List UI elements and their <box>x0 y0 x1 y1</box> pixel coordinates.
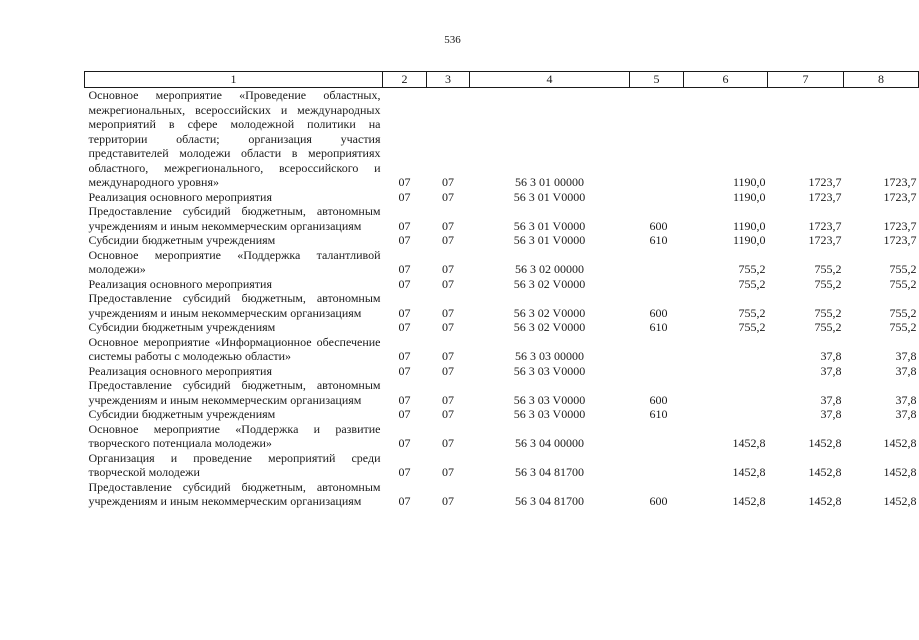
header-row <box>85 72 919 88</box>
row-subsection-cell: 07 <box>442 276 454 291</box>
row-subsection-cell: 07 <box>442 175 454 189</box>
row-year-1-amount: 1190,0 <box>732 189 766 204</box>
row-year-3-amount: 1452,8 <box>883 494 917 508</box>
row-year-1-amount: 1452,8 <box>732 465 766 479</box>
row-year-3-amount: 755,2 <box>889 320 917 334</box>
row-expense-type-cell: 610 <box>649 233 668 247</box>
row-expense-type-cell: 600 <box>649 494 668 508</box>
row-year-3-amount: 37,8 <box>895 349 917 363</box>
row-section-cell: 07 <box>398 363 411 378</box>
row-subsection-cell: 07 <box>442 320 454 334</box>
table-row <box>85 364 919 379</box>
row-name-cell: Основное мероприятие «Поддержка талантливой молодежи» <box>88 247 381 276</box>
row-section-cell: 07 <box>398 233 411 247</box>
table-row <box>85 480 919 509</box>
col-header-year-2: 7 <box>768 72 844 88</box>
row-year-1-amount: 1452,8 <box>732 494 766 508</box>
row-year-3-amount: 37,8 <box>895 407 917 421</box>
row-name-cell: Основное мероприятие «Информационное обеспечение системы работы с молодежью области» <box>88 334 381 363</box>
row-subsection-cell: 07 <box>442 494 454 508</box>
row-year-2-amount: 37,8 <box>820 407 842 421</box>
row-year-1-amount: 1190,0 <box>732 218 766 233</box>
page-number: 536 <box>444 34 461 46</box>
row-subsection-cell: 07 <box>442 305 454 320</box>
row-section-cell: 07 <box>398 276 411 291</box>
budget-table <box>84 71 919 509</box>
row-year-3-amount: 755,2 <box>889 305 917 320</box>
row-name-cell: Предоставление субсидий бюджетным, автономным учреждениям и иным некоммерческим организациям <box>88 479 381 508</box>
row-target-article-cell: 56 3 03 V0000 <box>513 407 586 421</box>
row-name-cell: Предоставление субсидий бюджетным, автономным учреждениям и иным некоммерческим организациям <box>88 204 381 233</box>
row-section-cell: 07 <box>398 175 411 189</box>
col-header-name: 1 <box>85 72 383 88</box>
row-target-article-cell: 56 3 01 00000 <box>515 175 584 189</box>
table-row <box>85 291 919 320</box>
row-subsection-cell: 07 <box>442 407 454 421</box>
row-year-2-amount: 37,8 <box>820 392 842 407</box>
row-year-2-amount: 755,2 <box>814 262 842 276</box>
row-year-3-amount: 755,2 <box>889 262 917 276</box>
row-target-article-cell: 56 3 02 V0000 <box>513 276 586 291</box>
row-year-3-amount: 1452,8 <box>883 436 917 450</box>
row-year-2-amount: 755,2 <box>814 305 842 320</box>
row-target-article-cell: 56 3 01 V0000 <box>513 218 586 233</box>
row-target-article-cell: 56 3 04 81700 <box>515 494 584 508</box>
row-year-3-amount: 37,8 <box>895 392 917 407</box>
row-expense-type-cell <box>630 422 684 451</box>
row-name-cell: Реализация основного мероприятия <box>88 276 272 291</box>
row-section-cell: 07 <box>398 262 411 276</box>
row-year-1-amount: 755,2 <box>738 305 766 320</box>
row-subsection-cell: 07 <box>442 189 454 204</box>
row-section-cell: 07 <box>398 392 411 407</box>
row-year-2-amount: 755,2 <box>814 320 842 334</box>
row-year-3-amount: 37,8 <box>895 363 917 378</box>
row-year-3-amount: 1723,7 <box>883 233 917 247</box>
row-year-2-amount: 1723,7 <box>808 218 842 233</box>
row-target-article-cell: 56 3 03 V0000 <box>513 392 586 407</box>
row-expense-type-cell <box>630 335 684 364</box>
row-expense-type-cell <box>630 451 684 480</box>
col-header-subsection: 3 <box>427 72 470 88</box>
row-year-2-amount: 1723,7 <box>808 175 842 189</box>
row-year-2-amount: 37,8 <box>820 363 842 378</box>
row-subsection-cell: 07 <box>442 363 454 378</box>
col-header-year-1: 6 <box>684 72 768 88</box>
row-name-cell: Реализация основного мероприятия <box>88 189 272 204</box>
row-year-1-amount: 1452,8 <box>732 436 766 450</box>
row-section-cell: 07 <box>398 218 411 233</box>
col-header-expense-type: 5 <box>630 72 684 88</box>
row-expense-type-cell: 610 <box>649 320 668 334</box>
row-year-1-amount: 1190,0 <box>732 175 766 189</box>
row-target-article-cell: 56 3 02 V0000 <box>513 320 586 334</box>
row-subsection-cell: 07 <box>442 262 454 276</box>
row-year-1-amount: 755,2 <box>738 276 766 291</box>
row-year-1-amount: 755,2 <box>738 262 766 276</box>
row-year-3-amount: 1723,7 <box>883 175 917 189</box>
row-target-article-cell: 56 3 01 V0000 <box>513 233 586 247</box>
row-target-article-cell: 56 3 03 V0000 <box>513 363 586 378</box>
table-row <box>85 248 919 277</box>
row-expense-type-cell <box>630 248 684 277</box>
row-name-cell: Основное мероприятие «Проведение областных, межрегиональных, всероссийских и международных мероприятий в сфере молодежной политики на территории области; организация участия представителей молодежи области в мероприятиях областного, межрегионального, всероссийского и международного уровня» <box>88 88 381 189</box>
col-header-section: 2 <box>383 72 427 88</box>
row-target-article-cell: 56 3 04 81700 <box>515 465 584 479</box>
table-row <box>85 190 919 205</box>
row-year-1-amount <box>684 364 768 379</box>
table-row <box>85 233 919 248</box>
row-section-cell: 07 <box>398 349 411 363</box>
row-expense-type-cell <box>630 88 684 190</box>
row-year-1-amount: 1190,0 <box>732 233 766 247</box>
row-expense-type-cell: 600 <box>649 218 668 233</box>
row-target-article-cell: 56 3 02 00000 <box>515 262 584 276</box>
row-subsection-cell: 07 <box>442 392 454 407</box>
row-target-article-cell: 56 3 03 00000 <box>515 349 584 363</box>
row-name-cell: Основное мероприятие «Поддержка и развитие творческого потенциала молодежи» <box>88 421 381 450</box>
row-subsection-cell: 07 <box>442 218 454 233</box>
row-name-cell: Предоставление субсидий бюджетным, автономным учреждениям и иным некоммерческим организациям <box>88 291 381 320</box>
row-section-cell: 07 <box>398 305 411 320</box>
row-year-1-amount <box>684 378 768 407</box>
table-row <box>85 422 919 451</box>
table-row <box>85 378 919 407</box>
row-section-cell: 07 <box>398 436 411 450</box>
row-subsection-cell: 07 <box>442 349 454 363</box>
row-year-3-amount: 755,2 <box>889 276 917 291</box>
row-section-cell: 07 <box>398 320 411 334</box>
table-row <box>85 407 919 422</box>
row-year-2-amount: 1723,7 <box>808 233 842 247</box>
row-year-3-amount: 1452,8 <box>883 465 917 479</box>
row-name-cell: Субсидии бюджетным учреждениям <box>88 320 276 334</box>
row-expense-type-cell <box>630 190 684 205</box>
row-year-2-amount: 1723,7 <box>808 189 842 204</box>
row-expense-type-cell: 600 <box>649 392 668 407</box>
col-header-year-3: 8 <box>844 72 919 88</box>
row-section-cell: 07 <box>398 465 411 479</box>
row-expense-type-cell: 610 <box>649 407 668 421</box>
row-name-cell: Субсидии бюджетным учреждениям <box>88 407 276 421</box>
row-year-2-amount: 1452,8 <box>808 494 842 508</box>
row-subsection-cell: 07 <box>442 233 454 247</box>
row-year-1-amount <box>684 407 768 422</box>
row-year-3-amount: 1723,7 <box>883 218 917 233</box>
table-row <box>85 277 919 292</box>
table-row <box>85 335 919 364</box>
row-subsection-cell: 07 <box>442 436 454 450</box>
row-section-cell: 07 <box>398 494 411 508</box>
row-target-article-cell: 56 3 01 V0000 <box>513 189 586 204</box>
row-section-cell: 07 <box>398 189 411 204</box>
row-expense-type-cell: 600 <box>649 305 668 320</box>
row-target-article-cell: 56 3 02 V0000 <box>513 305 586 320</box>
row-name-cell: Реализация основного мероприятия <box>88 363 272 378</box>
row-expense-type-cell <box>630 364 684 379</box>
row-year-2-amount: 755,2 <box>814 276 842 291</box>
table-row <box>85 88 919 190</box>
row-year-1-amount <box>684 335 768 364</box>
row-name-cell: Субсидии бюджетным учреждениям <box>88 233 276 247</box>
row-name-cell: Предоставление субсидий бюджетным, автономным учреждениям и иным некоммерческим организациям <box>88 378 381 407</box>
table-row <box>85 204 919 233</box>
table-row <box>85 320 919 335</box>
row-name-cell: Организация и проведение мероприятий среди творческой молодежи <box>88 450 381 479</box>
row-target-article-cell: 56 3 04 00000 <box>515 436 584 450</box>
row-year-1-amount: 755,2 <box>738 320 766 334</box>
row-section-cell: 07 <box>398 407 411 421</box>
row-year-2-amount: 1452,8 <box>808 436 842 450</box>
row-expense-type-cell <box>630 277 684 292</box>
row-subsection-cell: 07 <box>442 465 454 479</box>
row-year-2-amount: 1452,8 <box>808 465 842 479</box>
row-year-2-amount: 37,8 <box>820 349 842 363</box>
table-row <box>85 451 919 480</box>
table-body <box>85 88 919 509</box>
row-year-3-amount: 1723,7 <box>883 189 917 204</box>
col-header-target-article: 4 <box>470 72 630 88</box>
